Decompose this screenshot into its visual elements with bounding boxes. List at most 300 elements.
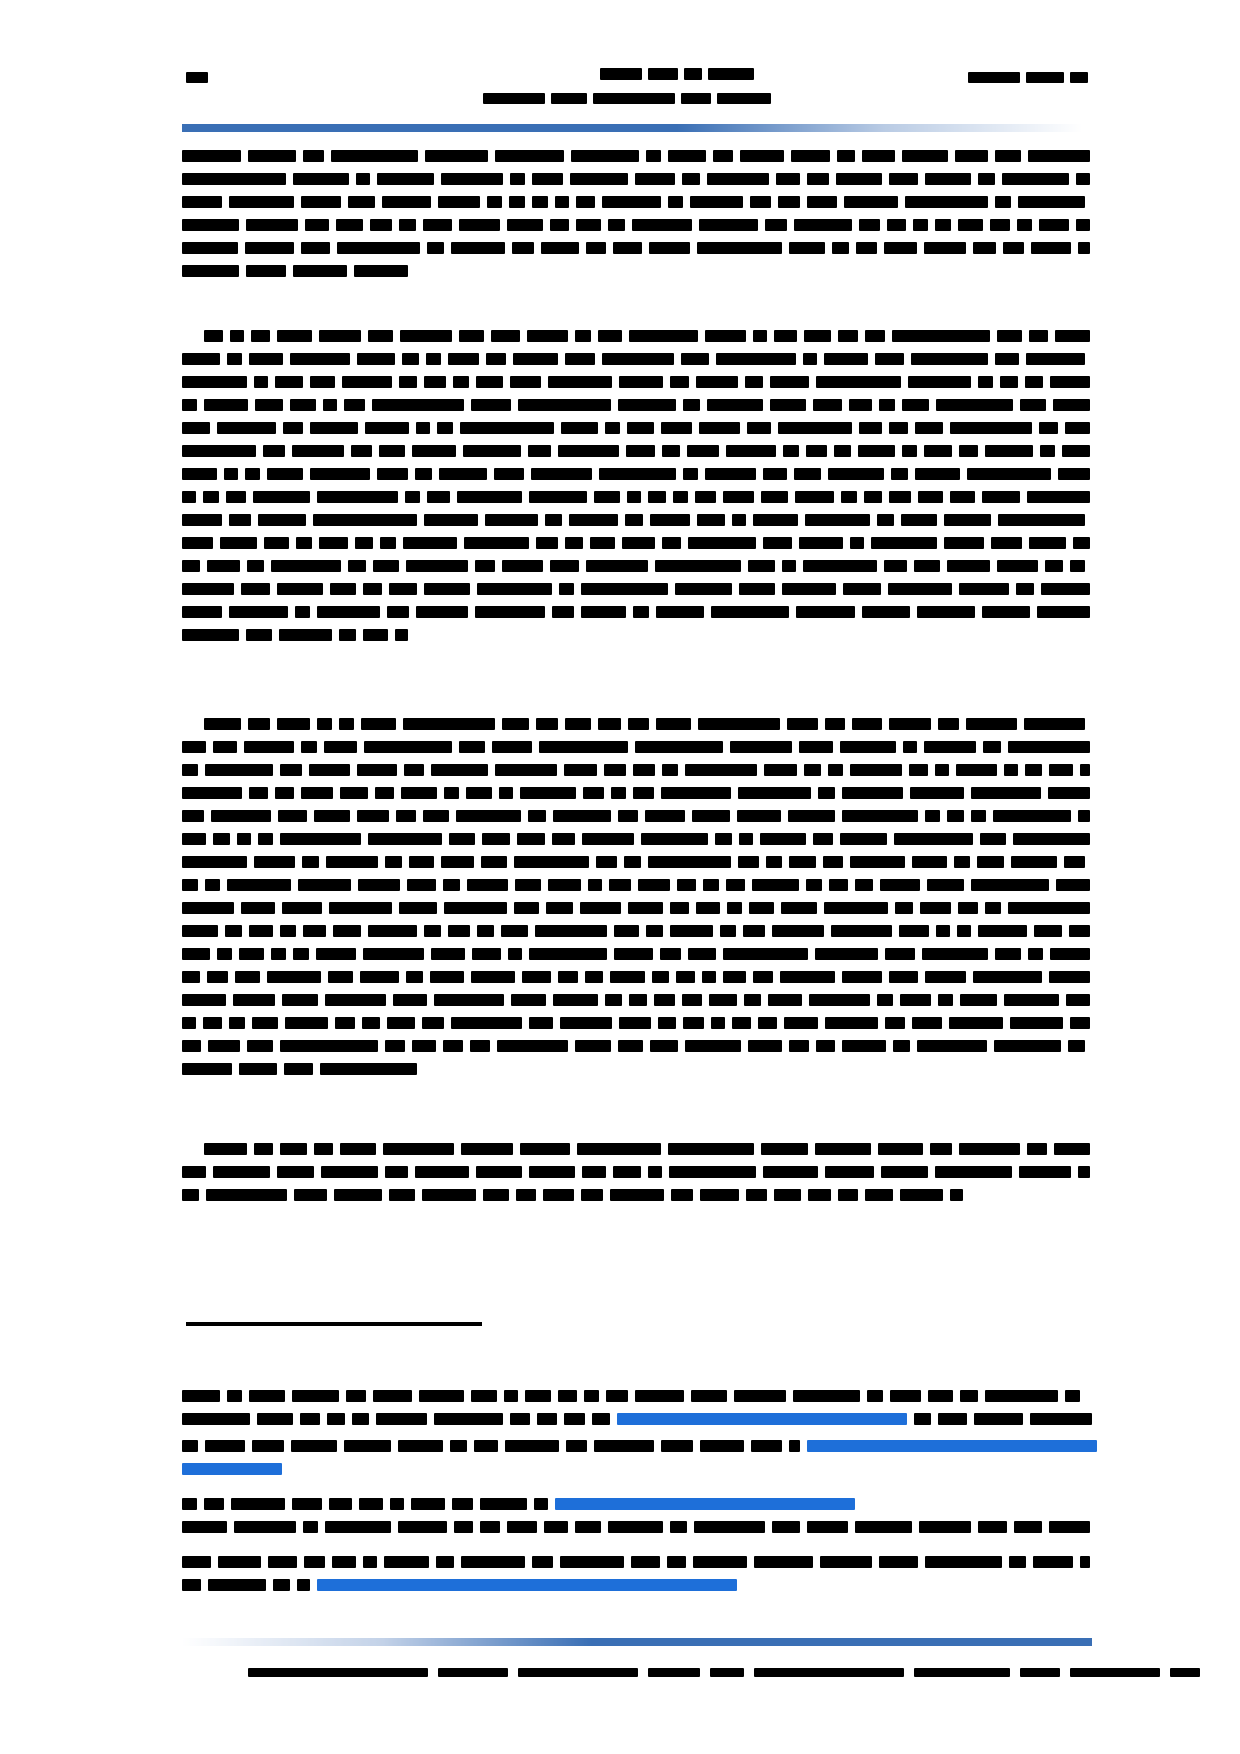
redacted-word [235,971,260,983]
redacted-word [499,787,513,799]
redacted-word [213,741,237,753]
redacted-word [1008,902,1090,914]
redacted-word [377,173,434,185]
redacted-word [271,948,286,960]
redacted-text-line [182,353,1092,365]
redacted-word [825,1166,874,1178]
reference-doi-link[interactable] [317,1579,737,1591]
redacted-word [938,994,953,1006]
redacted-word [324,741,357,753]
redacted-word [182,1498,197,1510]
redacted-word [233,994,275,1006]
redacted-word [799,741,833,753]
redacted-word [348,560,366,572]
redacted-word [443,879,460,891]
redacted-word [344,399,365,411]
redacted-word [273,1579,290,1591]
redacted-word [912,856,947,868]
redacted-word [1026,353,1085,365]
redacted-word [1018,196,1085,208]
redacted-word [803,560,877,572]
redacted-word [424,514,478,526]
redacted-word [1078,1166,1090,1178]
redacted-text-line [182,173,1097,185]
redacted-word [804,330,831,342]
reference-doi-link[interactable] [555,1498,855,1510]
redacted-word [1065,1390,1080,1402]
redacted-text-line [204,1143,1097,1155]
redacted-word [1040,445,1055,457]
redacted-word [430,971,464,983]
redacted-word [727,902,742,914]
redacted-word [245,242,294,254]
redacted-word [507,219,543,231]
footer-redacted-word [1170,1668,1200,1677]
redacted-word [935,219,951,231]
redacted-word [816,376,901,388]
redacted-word [389,1189,415,1201]
redacted-word [501,925,528,937]
redacted-word [734,1390,786,1402]
redacted-word [656,606,704,618]
redacted-word [437,422,453,434]
redacted-word [938,718,959,730]
redacted-word [585,971,603,983]
redacted-word [998,514,1086,526]
redacted-word [581,606,626,618]
redacted-word [670,376,689,388]
redacted-word [618,1040,642,1052]
redacted-word [925,971,966,983]
redacted-word [618,399,676,411]
redacted-word [411,1498,445,1510]
redacted-word [917,1040,987,1052]
redacted-word [459,330,484,342]
redacted-word [658,1017,676,1029]
redacted-word [794,219,852,231]
redacted-word [463,445,521,457]
redacted-word [1076,219,1090,231]
redacted-word [884,560,906,572]
redacted-word [1020,399,1046,411]
redacted-word [385,1166,408,1178]
redacted-word [403,537,457,549]
redacted-word [685,764,757,776]
redacted-word [583,787,604,799]
redacted-word [1045,560,1063,572]
redacted-word [892,330,990,342]
redacted-word [831,925,892,937]
redacted-word [424,583,470,595]
redacted-word [182,514,222,526]
redacted-word [685,1040,741,1052]
redacted-word [1068,1040,1085,1052]
redacted-word [832,242,849,254]
redacted-word [263,445,285,457]
reference-doi-link[interactable] [182,1463,282,1475]
redacted-word [292,1498,322,1510]
redacted-word [282,994,318,1006]
redacted-word [1025,764,1042,776]
redacted-word [335,1017,355,1029]
redacted-word [610,971,645,983]
redacted-word [511,994,546,1006]
redacted-word [252,1017,278,1029]
redacted-word [840,833,887,845]
redacted-word [323,399,337,411]
redacted-word [890,1390,921,1402]
redacted-word [241,583,270,595]
redacted-word [316,948,356,960]
redacted-word [359,1498,383,1510]
redacted-word [1004,994,1059,1006]
redacted-word [558,1390,577,1402]
redacted-word [234,1521,296,1533]
redacted-word [348,196,375,208]
redacted-word [531,468,592,480]
redacted-word [879,399,895,411]
redacted-word [518,399,611,411]
redacted-word [700,1440,744,1452]
redacted-word [732,1017,751,1029]
redacted-word [252,1440,284,1452]
redacted-text-line [182,741,1097,753]
redacted-word [747,422,771,434]
redacted-word [807,1521,848,1533]
redacted-word [820,1556,872,1568]
redacted-word [588,879,602,891]
redacted-word [746,1189,767,1201]
redacted-word [967,468,1051,480]
redacted-word [434,1413,503,1425]
redacted-word [182,1040,201,1052]
redacted-word [662,537,681,549]
redacted-word [638,879,670,891]
redacted-word [696,376,738,388]
redacted-word [407,879,436,891]
redacted-word [753,514,798,526]
redacted-word [520,1143,570,1155]
redacted-word [947,560,990,572]
redacted-word [625,514,643,526]
redacted-word [1055,330,1090,342]
redacted-word [938,1413,967,1425]
redacted-word [956,764,997,776]
redacted-word [558,445,619,457]
footer-redacted-word [1070,1668,1160,1677]
redacted-word [303,150,324,162]
redacted-text-line [182,150,1097,162]
redacted-word [789,242,825,254]
redacted-word [950,1189,963,1201]
redacted-word [464,537,529,549]
redacted-word [859,422,882,434]
redacted-word [376,1413,427,1425]
redacted-word [978,1521,1007,1533]
redacted-word [454,1521,473,1533]
redacted-word [249,925,273,937]
redacted-word [927,879,964,891]
redacted-word [902,445,917,457]
redacted-word [239,948,264,960]
redacted-word [668,196,683,208]
redacted-word [628,902,663,914]
redacted-word [959,1143,1020,1155]
redacted-word [935,764,949,776]
redacted-word [836,173,882,185]
redacted-word [513,353,558,365]
redacted-word [565,718,591,730]
redacted-word [476,1166,522,1178]
redacted-word [825,718,845,730]
redacted-word [237,833,251,845]
redacted-word [494,468,524,480]
redacted-word [978,925,1027,937]
redacted-word [182,583,234,595]
redacted-word [875,353,904,365]
redacted-word [419,1390,464,1402]
redacted-word [594,491,620,503]
redacted-word [403,718,494,730]
redacted-word [304,1556,325,1568]
redacted-word [750,196,771,208]
redacted-word [284,1063,313,1075]
redacted-word [495,150,564,162]
redacted-word [425,150,488,162]
redacted-word [765,219,787,231]
redacted-text-line [182,1166,1097,1178]
redacted-word [416,422,430,434]
redacted-word [357,353,395,365]
footer-text [248,1668,1210,1677]
redacted-word [205,1440,245,1452]
redacted-word [958,902,978,914]
footer-redacted-word [754,1668,904,1677]
redacted-word [743,925,765,937]
redacted-word [231,1498,285,1510]
redacted-word [204,1498,224,1510]
redacted-word [980,833,1006,845]
redacted-word [443,1040,463,1052]
redacted-word [277,583,323,595]
redacted-word [804,764,821,776]
redacted-word [559,583,574,595]
redacted-word [207,560,240,572]
redacted-word [858,445,895,457]
redacted-word [770,399,806,411]
redacted-word [966,718,1016,730]
redacted-word [277,718,309,730]
redacted-word [850,537,864,549]
redacted-word [229,196,294,208]
redacted-word [654,994,675,1006]
redacted-word [346,1390,366,1402]
redacted-word [829,879,848,891]
redacted-word [387,1017,415,1029]
redacted-word [676,971,695,983]
redacted-word [182,629,239,641]
redacted-word [497,1040,568,1052]
redacted-word [982,606,1030,618]
redacted-text-line [182,399,1097,411]
redacted-word [1016,583,1034,595]
redacted-word [930,1143,952,1155]
redacted-word [249,353,282,365]
redacted-word [1078,242,1090,254]
redacted-word [828,468,884,480]
redacted-word [1011,856,1056,868]
redacted-word [670,902,689,914]
redacted-word [711,1017,725,1029]
redacted-word [451,242,505,254]
reference-doi-link[interactable] [807,1440,1097,1452]
redacted-word [529,491,587,503]
redacted-word [899,925,929,937]
redacted-word [778,422,852,434]
redacted-word [971,810,986,822]
redacted-text-line [182,422,1097,434]
redacted-word [936,399,1013,411]
redacted-text-line [182,491,1097,503]
redacted-word [224,468,238,480]
redacted-word [782,583,836,595]
redacted-word [310,376,335,388]
redacted-word [917,606,975,618]
redacted-word [1019,1166,1071,1178]
redacted-word [555,196,569,208]
redacted-word [825,1017,878,1029]
reference-entry-line [182,1556,1097,1568]
redacted-word [808,1189,831,1201]
redacted-word [648,491,666,503]
redacted-word [1034,925,1062,937]
redacted-word [509,196,525,208]
redacted-word [387,606,409,618]
redacted-word [751,1440,782,1452]
redacted-word [901,514,938,526]
redacted-word [794,468,821,480]
redacted-word [545,514,562,526]
redacted-word [748,1040,782,1052]
redacted-word [229,1017,245,1029]
redacted-word [650,1040,678,1052]
redacted-word [626,445,655,457]
redacted-word [739,583,775,595]
redacted-word [230,330,244,342]
redacted-word [688,537,756,549]
redacted-word [670,1521,687,1533]
redacted-word [662,445,680,457]
redacted-word [960,1390,978,1402]
redacted-word [553,994,598,1006]
redacted-word [298,879,351,891]
redacted-word [723,948,808,960]
redacted-word [325,1521,391,1533]
redacted-word [867,1390,883,1402]
redacted-text-line [182,810,1097,822]
redacted-word [739,833,753,845]
redacted-word [404,764,424,776]
redacted-word [730,741,792,753]
redacted-word [842,1040,886,1052]
reference-entry-line [182,1440,1104,1452]
redacted-word [182,468,217,480]
redacted-word [565,537,583,549]
redacted-word [690,196,743,208]
redacted-word [754,1556,813,1568]
redacted-word [258,514,306,526]
redacted-word [336,219,363,231]
redacted-word [412,1040,436,1052]
header-left-text [186,72,208,83]
redacted-word [715,833,732,845]
redacted-word [301,242,330,254]
redacted-word [246,629,272,641]
redacted-word [280,1143,307,1155]
redacted-word [514,856,588,868]
redacted-word [389,583,417,595]
redacted-word [476,376,503,388]
redacted-word [439,468,487,480]
redacted-word [702,971,716,983]
redacted-word [1030,1413,1092,1425]
redacted-word [586,242,606,254]
redacted-word [624,856,641,868]
redacted-word [997,330,1022,342]
redacted-word [1073,537,1090,549]
redacted-word [780,971,835,983]
redacted-text-line-last [182,1189,970,1201]
redacted-word [627,422,654,434]
redacted-word [944,514,991,526]
redacted-word [459,219,500,231]
redacted-word [203,491,219,503]
redacted-word [1039,422,1058,434]
redacted-word [696,902,720,914]
redacted-word [207,971,228,983]
redacted-word [291,1440,337,1452]
redacted-word [560,1017,612,1029]
redacted-word [675,583,732,595]
redacted-word [824,902,888,914]
redacted-word [245,468,260,480]
redacted-word [182,1063,232,1075]
redacted-word [575,1040,611,1052]
redacted-word [510,376,541,388]
redacted-word [1037,606,1090,618]
redacted-word [902,150,948,162]
redacted-word [510,1413,530,1425]
redacted-word [182,971,200,983]
redacted-word [707,399,763,411]
redacted-word [763,1166,818,1178]
redacted-word [807,173,829,185]
redacted-word [532,173,563,185]
reference-entry-line [182,1390,1087,1402]
redacted-word [823,856,842,868]
redacted-word [279,629,332,641]
redacted-word [894,833,973,845]
redacted-word [480,1498,527,1510]
redacted-word [358,879,400,891]
redacted-word [1070,560,1085,572]
redacted-word [764,764,797,776]
redacted-word [444,902,507,914]
redacted-word [648,1166,662,1178]
reference-doi-link[interactable] [617,1413,907,1425]
redacted-word [900,994,931,1006]
redacted-word [723,491,754,503]
